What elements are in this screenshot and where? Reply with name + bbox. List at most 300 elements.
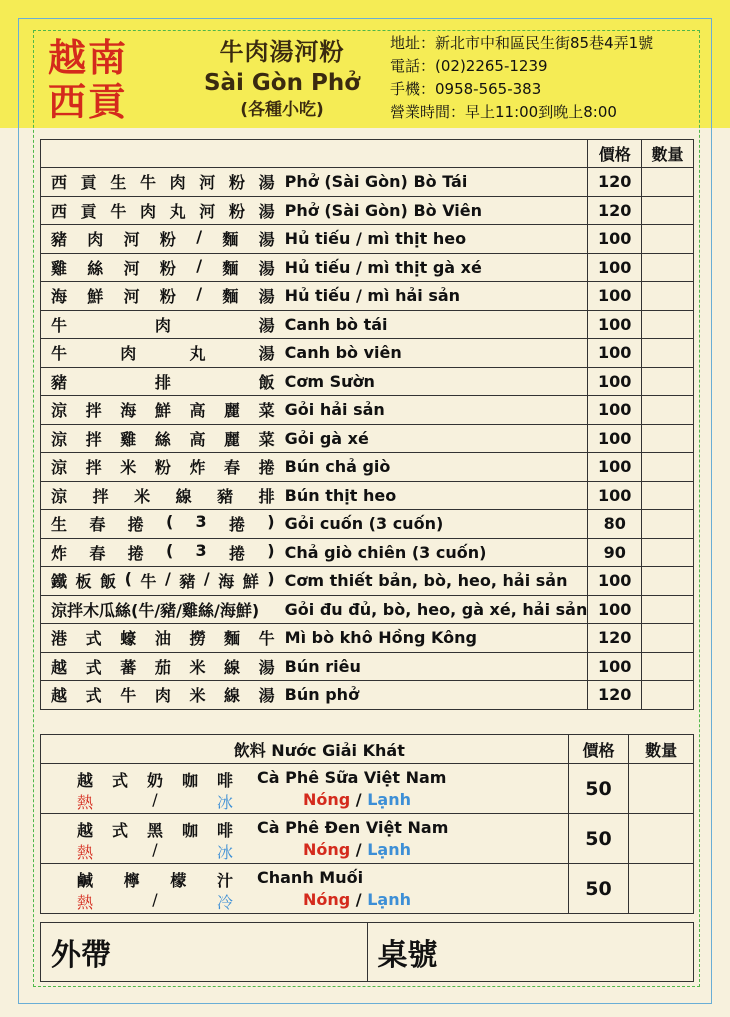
menu-item-chinese	[41, 624, 279, 653]
drink-cold-label: Lạnh	[367, 840, 411, 859]
menu-item-char: 粉	[154, 458, 171, 478]
menu-item-chinese-text	[51, 541, 275, 564]
drink-item-name	[41, 864, 569, 914]
menu-item-char: 牛	[140, 572, 157, 592]
menu-item-quantity[interactable]	[642, 481, 694, 510]
menu-item-char: 海	[218, 572, 235, 592]
menu-item-char: 米	[189, 686, 206, 706]
drink-quantity[interactable]	[629, 814, 694, 864]
menu-item-vietnamese: Phở (Sài Gòn) Bò Viên	[279, 196, 588, 225]
menu-item-char: 絲	[154, 429, 171, 449]
menu-item-char: /	[196, 227, 203, 247]
title-vietnamese: Sài Gòn Phở	[203, 70, 361, 96]
drink-vietnamese-name: Cà Phê Sữa Việt Nam	[257, 768, 447, 787]
menu-item-price: 100	[588, 453, 642, 482]
menu-item-char: 式	[85, 629, 102, 649]
menu-item-char: 麵	[222, 287, 239, 307]
menu-item-char: 米	[120, 458, 137, 478]
drink-char: 啡	[216, 821, 233, 840]
menu-item-char: 豬	[51, 230, 68, 250]
menu-item-char: 飯	[100, 572, 117, 592]
title-subtitle: (各種小吃)	[240, 100, 324, 120]
menu-item-char: 3	[195, 512, 207, 532]
address: 地址：新北市中和區民生街85巷4弄1號	[390, 34, 654, 52]
menu-item-char: 粉	[159, 287, 176, 307]
menu-item-char: 蠔	[120, 629, 137, 649]
menu-item-row	[41, 567, 694, 596]
menu-item-vietnamese: Canh bò tái	[279, 310, 588, 339]
menu-item-vietnamese: Bún phở	[279, 681, 588, 710]
menu-item-price: 100	[588, 339, 642, 368]
menu-item-char: 麵	[222, 230, 239, 250]
menu-item-char: 3	[195, 540, 207, 560]
menu-item-price: 120	[588, 196, 642, 225]
drink-temp-option: 熱	[77, 793, 94, 812]
drink-char: 汁	[216, 871, 233, 890]
menu-item-char: 蕃	[120, 657, 137, 677]
drink-hot-label: Nóng	[302, 890, 351, 909]
menu-item-char: 鐵	[51, 572, 68, 592]
menu-item-char: 豬	[179, 572, 196, 592]
menu-item-chinese	[41, 595, 279, 624]
drinks-header-row	[41, 735, 694, 764]
menu-item-char: 牛	[110, 201, 127, 221]
menu-item-char: 鮮	[154, 401, 171, 421]
menu-item-row	[41, 310, 694, 339]
drink-temp-option: 冷	[216, 893, 233, 912]
food-menu-table	[40, 139, 694, 710]
menu-item-chinese	[41, 481, 279, 510]
drinks-title: 飲料 Nước Giải Khát	[41, 735, 569, 764]
menu-item-char: 拌	[85, 458, 102, 478]
menu-item-char: 豬	[217, 486, 234, 506]
drink-item-row	[41, 764, 694, 814]
menu-item-chinese	[41, 367, 279, 396]
menu-item-quantity[interactable]	[642, 310, 694, 339]
menu-item-char: 河	[123, 230, 140, 250]
menu-item-char: 肉	[120, 344, 137, 364]
menu-item-char: 牛	[139, 173, 156, 193]
menu-item-char: 捲	[258, 458, 275, 478]
menu-item-chinese-text	[51, 455, 275, 478]
drink-char: 咖	[181, 771, 198, 790]
menu-item-char: 排	[154, 372, 171, 392]
menu-item-char: 捲	[127, 515, 144, 535]
menu-item-char: 越	[51, 657, 68, 677]
menu-item-char: 涼	[51, 429, 68, 449]
menu-item-price: 80	[588, 510, 642, 539]
menu-item-char: )	[267, 540, 275, 560]
menu-item-quantity[interactable]	[642, 567, 694, 596]
menu-item-chinese	[41, 652, 279, 681]
menu-item-chinese-text	[51, 626, 275, 649]
menu-item-char: 春	[224, 458, 241, 478]
drink-quantity[interactable]	[629, 764, 694, 814]
menu-item-chinese-text	[51, 341, 275, 364]
menu-item-char: 海	[51, 287, 68, 307]
menu-item-chinese-text	[51, 598, 275, 621]
menu-item-vietnamese: Hủ tiếu / mì thịt heo	[279, 225, 588, 254]
drink-temp-option: /	[152, 840, 158, 859]
menu-item-char: 雞	[120, 429, 137, 449]
drink-chinese-name	[77, 818, 233, 841]
menu-item-char: 式	[85, 686, 102, 706]
menu-item-char: )	[267, 512, 275, 532]
menu-item-char: 肉	[87, 230, 104, 250]
phone: 電話：(02)2265-1239	[390, 57, 548, 75]
menu-item-char: 生	[51, 515, 68, 535]
drink-char: 鹹	[77, 871, 94, 890]
menu-item-char: 拌	[85, 429, 102, 449]
drink-char: 式	[111, 771, 128, 790]
menu-item-char: 涼	[51, 486, 68, 506]
drink-hot-label: Nóng	[302, 790, 351, 809]
menu-item-char: 肉	[139, 201, 156, 221]
menu-item-char: 湯	[258, 173, 275, 193]
menu-item-char: 粉	[159, 230, 176, 250]
menu-item-quantity[interactable]	[642, 538, 694, 567]
menu-item-char: 春	[89, 543, 106, 563]
menu-item-char: 肉	[154, 686, 171, 706]
menu-item-char: 港	[51, 629, 68, 649]
price-header: 價格	[588, 140, 642, 168]
menu-item-char: 排	[258, 486, 275, 506]
menu-item-vietnamese: Gỏi cuốn (3 cuốn)	[279, 510, 588, 539]
menu-item-char: 板	[75, 572, 92, 592]
menu-item-chinese-text	[51, 512, 275, 535]
menu-item-vietnamese: Bún thịt heo	[279, 481, 588, 510]
menu-item-row	[41, 424, 694, 453]
menu-item-chinese-text	[51, 256, 275, 279]
menu-item-char: 生	[110, 173, 127, 193]
drink-price: 50	[568, 864, 629, 914]
menu-item-quantity[interactable]	[642, 453, 694, 482]
drink-char: 越	[77, 821, 94, 840]
menu-item-chinese-text	[51, 683, 275, 706]
menu-item-char: 湯	[258, 287, 275, 307]
menu-item-row	[41, 624, 694, 653]
menu-item-char: 撈	[189, 629, 206, 649]
menu-item-char: /	[196, 255, 203, 275]
menu-item-chinese-text	[51, 569, 275, 592]
menu-item-char: 豬	[51, 372, 68, 392]
drink-vietnamese-name: Chanh Muối	[257, 868, 364, 887]
menu-item-price: 100	[588, 253, 642, 282]
menu-item-chinese	[41, 567, 279, 596]
menu-item-char: (	[124, 569, 132, 589]
drink-cold-label: Lạnh	[367, 790, 411, 809]
menu-item-char: /	[196, 284, 203, 304]
menu-item-char: 肉	[154, 315, 171, 335]
drink-price: 50	[568, 764, 629, 814]
menu-item-chinese	[41, 396, 279, 425]
menu-item-price: 120	[588, 624, 642, 653]
menu-item-row	[41, 168, 694, 197]
drink-char: 啡	[216, 771, 233, 790]
menu-item-row	[41, 282, 694, 311]
menu-item-char: 河	[123, 258, 140, 278]
menu-item-char: 湯	[258, 258, 275, 278]
drink-item-name	[41, 814, 569, 864]
menu-item-char: 河	[199, 201, 216, 221]
order-footer	[40, 922, 694, 982]
menu-item-quantity[interactable]	[642, 367, 694, 396]
menu-item-chinese	[41, 225, 279, 254]
drink-quantity[interactable]	[629, 864, 694, 914]
menu-item-char: 絲	[87, 258, 104, 278]
table-number-box[interactable]: 桌號	[367, 923, 694, 982]
menu-item-quantity[interactable]	[642, 253, 694, 282]
drink-temp-option: 冰	[216, 793, 233, 812]
menu-item-vietnamese: Gỏi gà xé	[279, 424, 588, 453]
menu-item-quantity[interactable]	[642, 396, 694, 425]
menu-item-chinese	[41, 253, 279, 282]
drink-vietnamese-name: Cà Phê Đen Việt Nam	[257, 818, 449, 837]
menu-item-char: 線	[224, 686, 241, 706]
menu-item-vietnamese: Canh bò viên	[279, 339, 588, 368]
drink-chinese-temps	[77, 790, 233, 813]
menu-item-price: 100	[588, 652, 642, 681]
menu-item-quantity[interactable]	[642, 652, 694, 681]
menu-item-chinese	[41, 424, 279, 453]
menu-item-char: 米	[189, 657, 206, 677]
menu-item-char: 麗	[224, 401, 241, 421]
menu-item-chinese	[41, 681, 279, 710]
menu-item-chinese	[41, 282, 279, 311]
menu-item-char: 麵	[224, 629, 241, 649]
menu-item-char: 丸	[169, 201, 186, 221]
menu-item-char: 湯	[258, 657, 275, 677]
menu-item-price: 100	[588, 396, 642, 425]
menu-item-char: 粉	[228, 201, 245, 221]
menu-item-chinese-text	[51, 370, 275, 393]
menu-item-char: 粉	[159, 258, 176, 278]
takeout-box[interactable]: 外帶	[41, 923, 368, 982]
menu-item-char: (	[165, 540, 174, 560]
menu-item-chinese-text	[51, 313, 275, 336]
menu-header-blank	[41, 140, 588, 168]
menu-item-chinese-text	[51, 484, 275, 507]
menu-item-char: 河	[123, 287, 140, 307]
menu-item-char: 鮮	[87, 287, 104, 307]
menu-item-vietnamese: Gỏi hải sản	[279, 396, 588, 425]
menu-item-char: 麗	[224, 429, 241, 449]
menu-item-row	[41, 196, 694, 225]
menu-item-row	[41, 339, 694, 368]
menu-item-quantity[interactable]	[642, 510, 694, 539]
menu-item-char: 高	[189, 401, 206, 421]
menu-item-chinese	[41, 168, 279, 197]
menu-item-char: 菜	[258, 401, 275, 421]
drink-vietnamese-temps	[257, 790, 457, 809]
menu-item-char: 春	[89, 515, 106, 535]
restaurant-logo	[48, 36, 166, 124]
menu-header-row	[41, 140, 694, 168]
menu-item-char: 海	[120, 401, 137, 421]
menu-item-char: 線	[175, 486, 192, 506]
drink-chinese-name	[77, 868, 233, 891]
menu-item-char: 粉	[228, 173, 245, 193]
menu-item-char: 飯	[258, 372, 275, 392]
menu-item-row	[41, 595, 694, 624]
drink-item-row	[41, 814, 694, 864]
menu-item-vietnamese: Chả giò chiên (3 cuốn)	[279, 538, 588, 567]
menu-item-price: 100	[588, 481, 642, 510]
menu-item-vietnamese: Hủ tiếu / mì thịt gà xé	[279, 253, 588, 282]
hours: 營業時間：早上11:00到晚上8:00	[390, 103, 617, 121]
menu-item-char: 肉	[169, 173, 186, 193]
menu-item-price: 100	[588, 225, 642, 254]
menu-item-chinese	[41, 196, 279, 225]
menu-item-quantity[interactable]	[642, 196, 694, 225]
menu-item-vietnamese: Hủ tiếu / mì hải sản	[279, 282, 588, 311]
menu-item-vietnamese: Bún chả giò	[279, 453, 588, 482]
drink-price: 50	[568, 814, 629, 864]
menu-item-price: 100	[588, 424, 642, 453]
menu-item-quantity[interactable]	[642, 339, 694, 368]
drinks-price-header: 價格	[568, 735, 629, 764]
menu-item-char: 炸	[189, 458, 206, 478]
menu-item-char: 西	[51, 201, 68, 221]
menu-item-chinese-text	[51, 227, 275, 250]
menu-item-char: 牛	[51, 344, 68, 364]
drink-char: 檸	[123, 871, 140, 890]
menu-item-price: 100	[588, 367, 642, 396]
menu-item-chinese-text	[51, 398, 275, 421]
drink-temp-option: /	[152, 790, 158, 809]
menu-item-row	[41, 396, 694, 425]
menu-item-chinese-text	[51, 170, 275, 193]
title-chinese: 牛肉湯河粉	[219, 38, 345, 66]
menu-item-char: 西	[51, 173, 68, 193]
menu-item-quantity[interactable]	[642, 225, 694, 254]
restaurant-name	[182, 36, 382, 122]
menu-item-char: 貢	[80, 173, 97, 193]
menu-item-char: 米	[134, 486, 151, 506]
menu-item-vietnamese: Cơm Sườn	[279, 367, 588, 396]
menu-item-quantity[interactable]	[642, 595, 694, 624]
menu-item-chinese	[41, 538, 279, 567]
menu-item-char: 菜	[258, 429, 275, 449]
drink-temp-option: /	[152, 890, 158, 909]
menu-item-row	[41, 652, 694, 681]
drink-temp-option: 熱	[77, 843, 94, 862]
drink-char: 奶	[146, 771, 163, 790]
drink-chinese-name	[77, 768, 233, 791]
contact-info	[390, 32, 653, 124]
logo-line-2: 西貢	[48, 79, 129, 124]
menu-item-price: 100	[588, 282, 642, 311]
drink-vietnamese-temps	[257, 890, 457, 909]
menu-item-row	[41, 538, 694, 567]
menu-item-char: 牛	[258, 629, 275, 649]
menu-item-price: 100	[588, 567, 642, 596]
menu-item-price: 100	[588, 595, 642, 624]
menu-item-char: 湯	[258, 344, 275, 364]
qty-header: 數量	[642, 140, 694, 168]
menu-item-chinese-text	[51, 199, 275, 222]
menu-item-char: (	[165, 512, 174, 532]
drink-char: 越	[77, 771, 94, 790]
menu-item-char: 貢	[80, 201, 97, 221]
menu-item-char: 捲	[228, 515, 245, 535]
menu-item-quantity[interactable]	[642, 282, 694, 311]
menu-item-price: 120	[588, 681, 642, 710]
drink-char: 咖	[181, 821, 198, 840]
drink-temp-separator: /	[355, 890, 362, 909]
menu-item-char: 涼拌木瓜絲(牛/豬/雞絲/海鮮)	[51, 600, 260, 620]
menu-item-price: 90	[588, 538, 642, 567]
drink-temp-separator: /	[355, 790, 362, 809]
menu-item-chinese	[41, 339, 279, 368]
menu-item-quantity[interactable]	[642, 168, 694, 197]
menu-item-char: 線	[224, 657, 241, 677]
drink-temp-separator: /	[355, 840, 362, 859]
menu-item-char: 雞	[51, 258, 68, 278]
menu-item-row	[41, 510, 694, 539]
logo-line-1: 越南	[48, 35, 129, 80]
menu-item-quantity[interactable]	[642, 624, 694, 653]
menu-item-char: 式	[85, 657, 102, 677]
drink-char: 黑	[146, 821, 163, 840]
menu-item-chinese	[41, 310, 279, 339]
drink-temp-option: 熱	[77, 893, 94, 912]
menu-item-price: 100	[588, 310, 642, 339]
drink-item-row	[41, 864, 694, 914]
drink-vietnamese-temps	[257, 840, 457, 859]
menu-item-char: 鮮	[242, 572, 259, 592]
menu-item-char: 湯	[258, 686, 275, 706]
menu-item-char: 麵	[222, 258, 239, 278]
menu-item-vietnamese: Cơm thiết bản, bò, heo, hải sản	[279, 567, 588, 596]
menu-item-char: /	[203, 569, 210, 589]
menu-item-char: 涼	[51, 458, 68, 478]
menu-item-chinese-text	[51, 427, 275, 450]
drinks-menu-table	[40, 734, 694, 914]
menu-item-chinese-text	[51, 655, 275, 678]
drink-char: 式	[111, 821, 128, 840]
menu-item-row	[41, 225, 694, 254]
menu-item-vietnamese: Bún riêu	[279, 652, 588, 681]
mobile: 手機：0958-565-383	[390, 80, 542, 98]
menu-item-chinese	[41, 510, 279, 539]
menu-item-char: 高	[189, 429, 206, 449]
menu-item-row	[41, 453, 694, 482]
menu-item-char: )	[267, 569, 275, 589]
menu-item-char: 湯	[258, 230, 275, 250]
menu-item-char: 捲	[228, 543, 245, 563]
drink-hot-label: Nóng	[302, 840, 351, 859]
menu-item-row	[41, 367, 694, 396]
menu-item-char: 牛	[120, 686, 137, 706]
menu-item-char: 拌	[85, 401, 102, 421]
drink-char: 檬	[170, 871, 187, 890]
menu-item-char: 牛	[51, 315, 68, 335]
menu-item-char: /	[164, 569, 171, 589]
menu-item-quantity[interactable]	[642, 424, 694, 453]
drink-chinese-temps	[77, 890, 233, 913]
drink-cold-label: Lạnh	[367, 890, 411, 909]
menu-item-char: 越	[51, 686, 68, 706]
menu-item-char: 湯	[258, 315, 275, 335]
menu-item-row	[41, 253, 694, 282]
menu-item-quantity[interactable]	[642, 681, 694, 710]
menu-item-char: 茄	[154, 657, 171, 677]
menu-item-row	[41, 481, 694, 510]
drinks-qty-header: 數量	[629, 735, 694, 764]
menu-item-char: 涼	[51, 401, 68, 421]
menu-item-chinese	[41, 453, 279, 482]
